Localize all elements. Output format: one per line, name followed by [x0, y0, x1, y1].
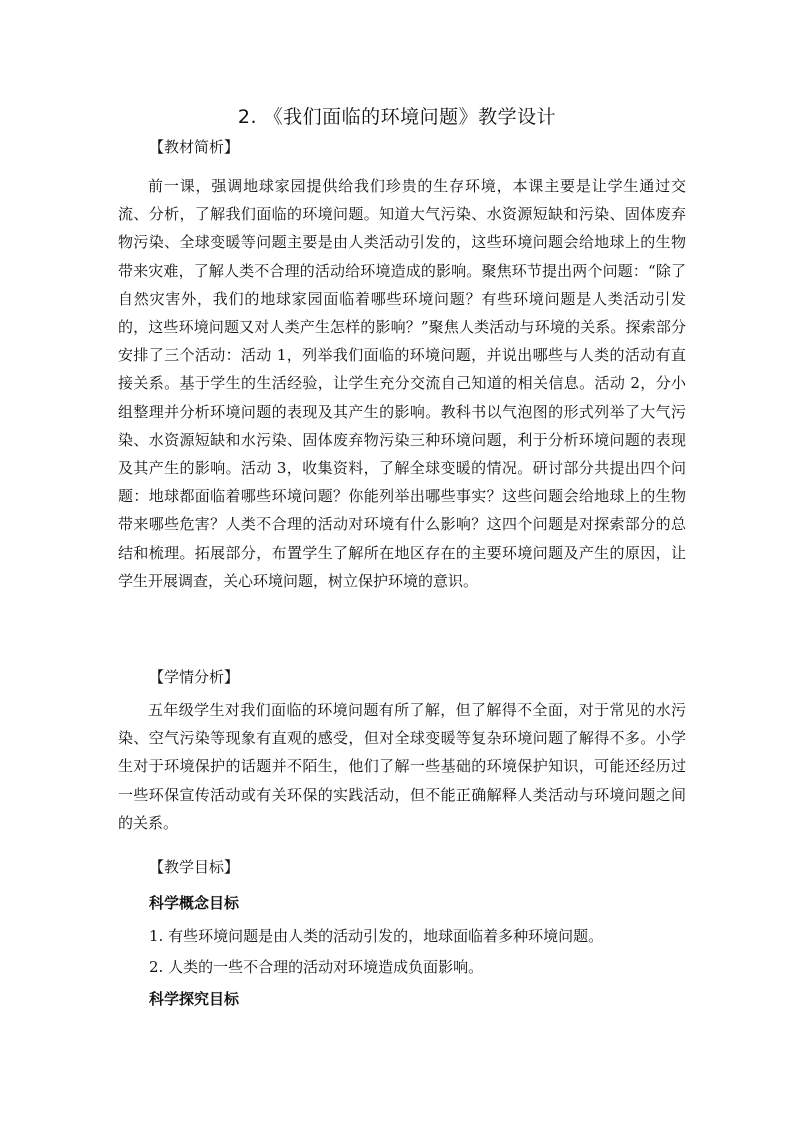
concept-goals-heading: 科学概念目标	[149, 894, 240, 912]
student-analysis-paragraph: 五年级学生对我们面临的环境问题有所了解，但了解得不全面，对于常见的水污染、空气污染等现象有直观的感受，但对全球变暖等复杂环境问题了解得不多。小学生对于环境保护的话题并不陌生，他们了解一些基础的环境保护知识，可能还经历过一些环保宣传活动或有关环保的实践活动，但不能正确解释人类活动与环境问题之间的关系。	[118, 701, 686, 832]
textbook-analysis-paragraph: 前一课，强调地球家园提供给我们珍贵的生存环境，本课主要是让学生通过交流、分析，了解我们面临的环境问题。知道大气污染、水资源短缺和污染、固体废弃物污染、全球变暖等问题主要是由人类活动引发的，这些环境问题会给地球上的生物带来灾难，了解人类不合理的活动给环境造成的影响。聚焦环节提出两个问题：“除了自然灾害外，我们的地球家园面临着哪些环境问题？有些环境问题是人类活动引发的，这些环境问题又对人类产生怎样的影响？”聚焦人类活动与环境的关系。探索部分安排了三个活动：活动 1，列举我们面临的环境问题，并说出哪些与人类的活动有直接关系。基于学生的生活经验，让学生充分交流自己知道的相关信息。活动 2，分小组整理并分析环境问题的表现及其产生的影响。教科书以气泡图的形式列举了大气污染、水资源短缺和水污染、固体废弃物污染三种环境问题，利于分析环境问题的表现及其产生的影响。活动 3，收集资料，了解全球变暖的情况。研讨部分共提出四个问题：地球都面临着哪些环境问题？你能列举出哪些事实？这些问题会给地球上的生物带来哪些危害？人类不合理的活动对环境有什么影响？这四个问题是对探索部分的总结和梳理。拓展部分，布置学生了解所在地区存在的主要环境问题及产生的原因，让学生开展调查，关心环境问题，树立保护环境的意识。	[118, 177, 686, 590]
section-heading-textbook-analysis: 【教材简析】	[149, 138, 240, 156]
document-title: 2. 《我们面临的环境问题》教学设计	[237, 106, 557, 128]
section-heading-student-analysis: 【学情分析】	[149, 668, 240, 686]
inquiry-goals-heading: 科学探究目标	[149, 990, 240, 1008]
concept-goal-item: 1. 有些环境问题是由人类的活动引发的，地球面临着多种环境问题。	[149, 927, 604, 945]
concept-goal-item: 2. 人类的一些不合理的活动对环境造成负面影响。	[149, 958, 484, 976]
section-heading-teaching-goals: 【教学目标】	[149, 858, 240, 876]
